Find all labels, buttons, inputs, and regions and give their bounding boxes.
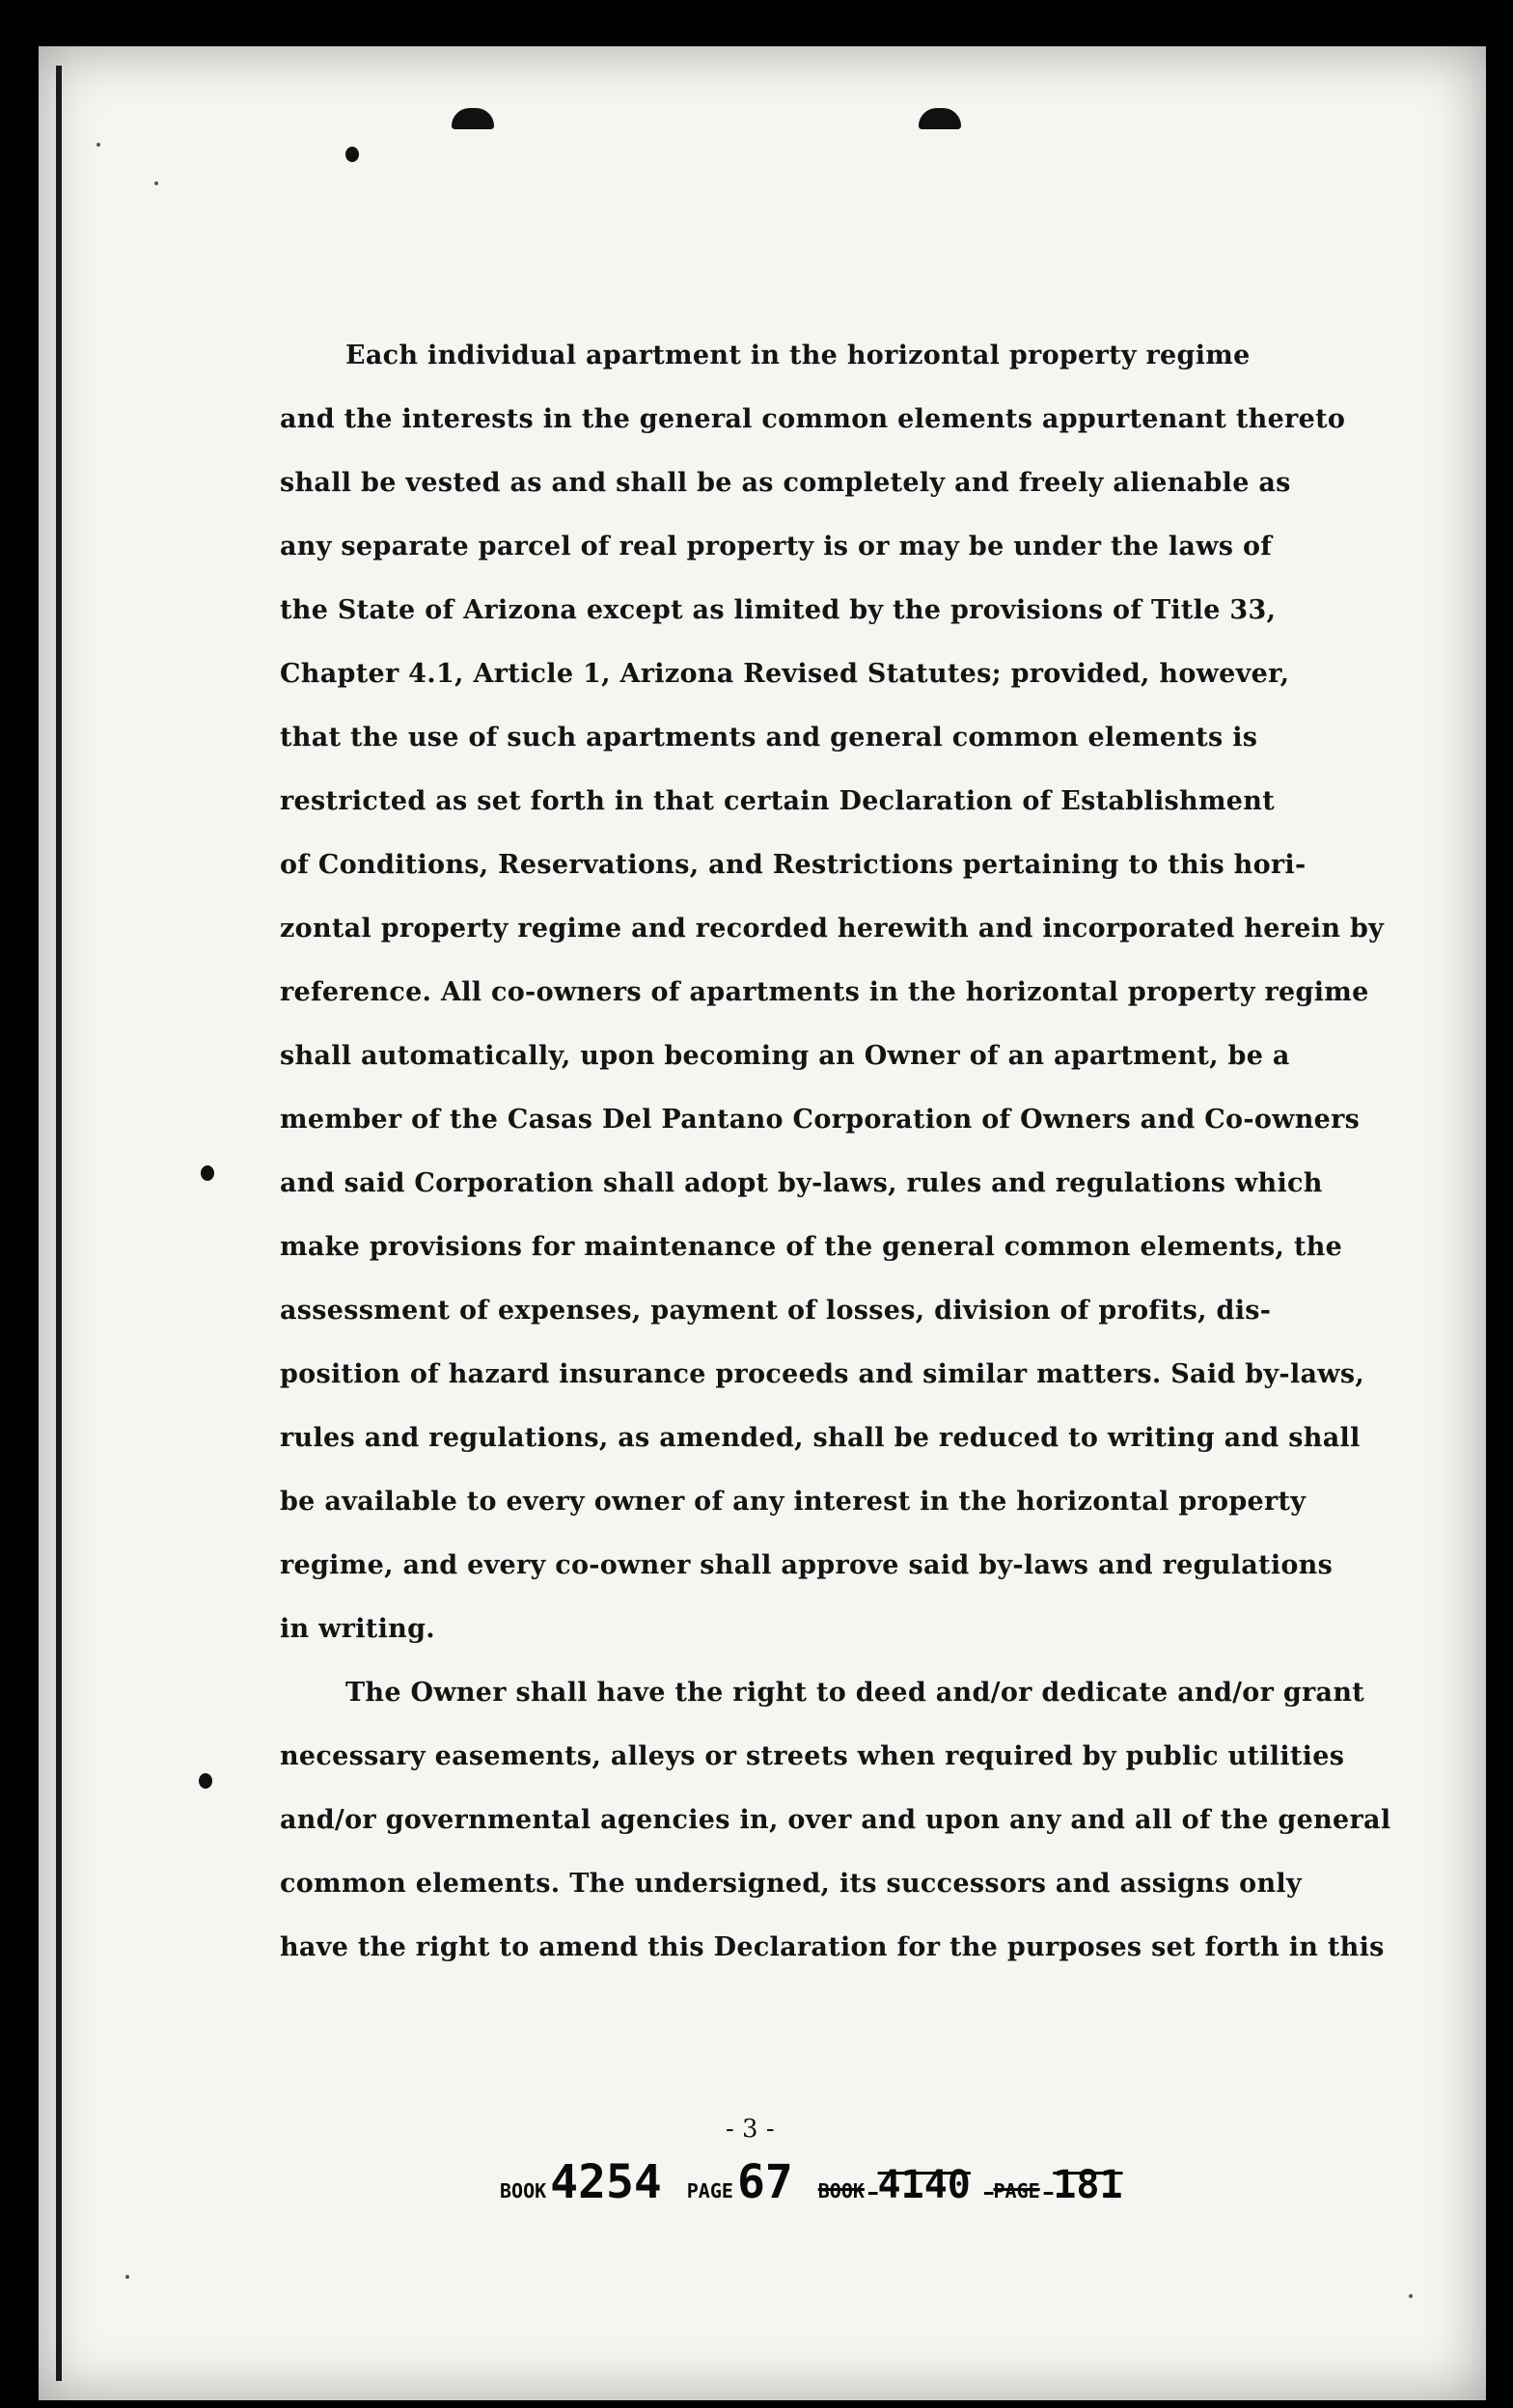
book-number: 4254 (550, 2155, 662, 2209)
old-page-value: 181 (1053, 2163, 1123, 2207)
text-line: Each individual apartment in the horizontal property regime (345, 341, 1251, 370)
old-book-label: BOOK (817, 2179, 865, 2203)
recording-stamp (500, 2155, 1123, 2209)
punch-hole-left (452, 108, 494, 129)
text-line: of Conditions, Reservations, and Restrictions pertaining to this hori- (280, 850, 1307, 880)
text-line: make provisions for maintenance of the general common elements, the (280, 1232, 1343, 1262)
page-label: PAGE (686, 2179, 733, 2203)
text-line: rules and regulations, as amended, shall be reduced to writing and shall (280, 1423, 1361, 1453)
old-page-label: PAGE (993, 2179, 1040, 2203)
text-line: necessary easements, alleys or streets when required by public utilities (280, 1741, 1345, 1771)
document-page (39, 46, 1486, 2400)
page-value: 67 (736, 2155, 793, 2209)
scan-edge-line (56, 66, 62, 2381)
scan-speck (154, 181, 158, 185)
declaration-body (280, 324, 1389, 1980)
old-book-number: 4140 (877, 2163, 971, 2207)
text-line: and/or governmental agencies in, over and upon any and all of the general (280, 1805, 1391, 1835)
text-line: reference. All co-owners of apartments in the horizontal property regime (280, 977, 1369, 1007)
text-line: and the interests in the general common elements appurtenant thereto (280, 404, 1346, 434)
text-line: zontal property regime and recorded herewith and incorporated herein by (280, 914, 1385, 944)
text-line: and said Corporation shall adopt by-laws, rules and regulations which (280, 1168, 1323, 1198)
scan-speck (96, 143, 100, 147)
page-number: - 3 - (726, 2115, 775, 2144)
text-line: Chapter 4.1, Article 1, Arizona Revised Statutes; provided, however, (280, 659, 1290, 689)
scan-dot (345, 147, 359, 162)
book-label: BOOK (500, 2179, 547, 2203)
text-line: have the right to amend this Declaration for the purposes set forth in this (280, 1932, 1385, 1962)
punch-hole-right (919, 108, 961, 129)
scan-speck (125, 2275, 129, 2279)
text-line: common elements. The undersigned, its successors and assigns only (280, 1869, 1302, 1899)
text-line: in writing. (280, 1614, 435, 1644)
text-line: restricted as set forth in that certain Declaration of Establishment (280, 786, 1275, 816)
scan-speck (1409, 2294, 1413, 2298)
text-line: member of the Casas Del Pantano Corporation of Owners and Co-owners (280, 1105, 1361, 1135)
text-line: position of hazard insurance proceeds and similar matters. Said by-laws, (280, 1359, 1365, 1389)
struck-recording (818, 2163, 1123, 2207)
scan-dot (199, 1773, 212, 1789)
text-line: any separate parcel of real property is or may be under the laws of (280, 532, 1273, 561)
text-line: shall automatically, upon becoming an Owner of an apartment, be a (280, 1041, 1290, 1071)
text-line: regime, and every co-owner shall approve said by-laws and regulations (280, 1550, 1334, 1580)
scan-dot (201, 1165, 214, 1181)
text-line: shall be vested as and shall be as completely and freely alienable as (280, 468, 1291, 498)
text-line: the State of Arizona except as limited by the provisions of Title 33, (280, 595, 1277, 625)
text-line: The Owner shall have the right to deed and/or dedicate and/or grant (345, 1678, 1365, 1708)
text-line: assessment of expenses, payment of losses, division of profits, dis- (280, 1296, 1272, 1326)
text-line: that the use of such apartments and general common elements is (280, 723, 1258, 752)
text-line: be available to every owner of any interest in the horizontal property (280, 1487, 1307, 1517)
